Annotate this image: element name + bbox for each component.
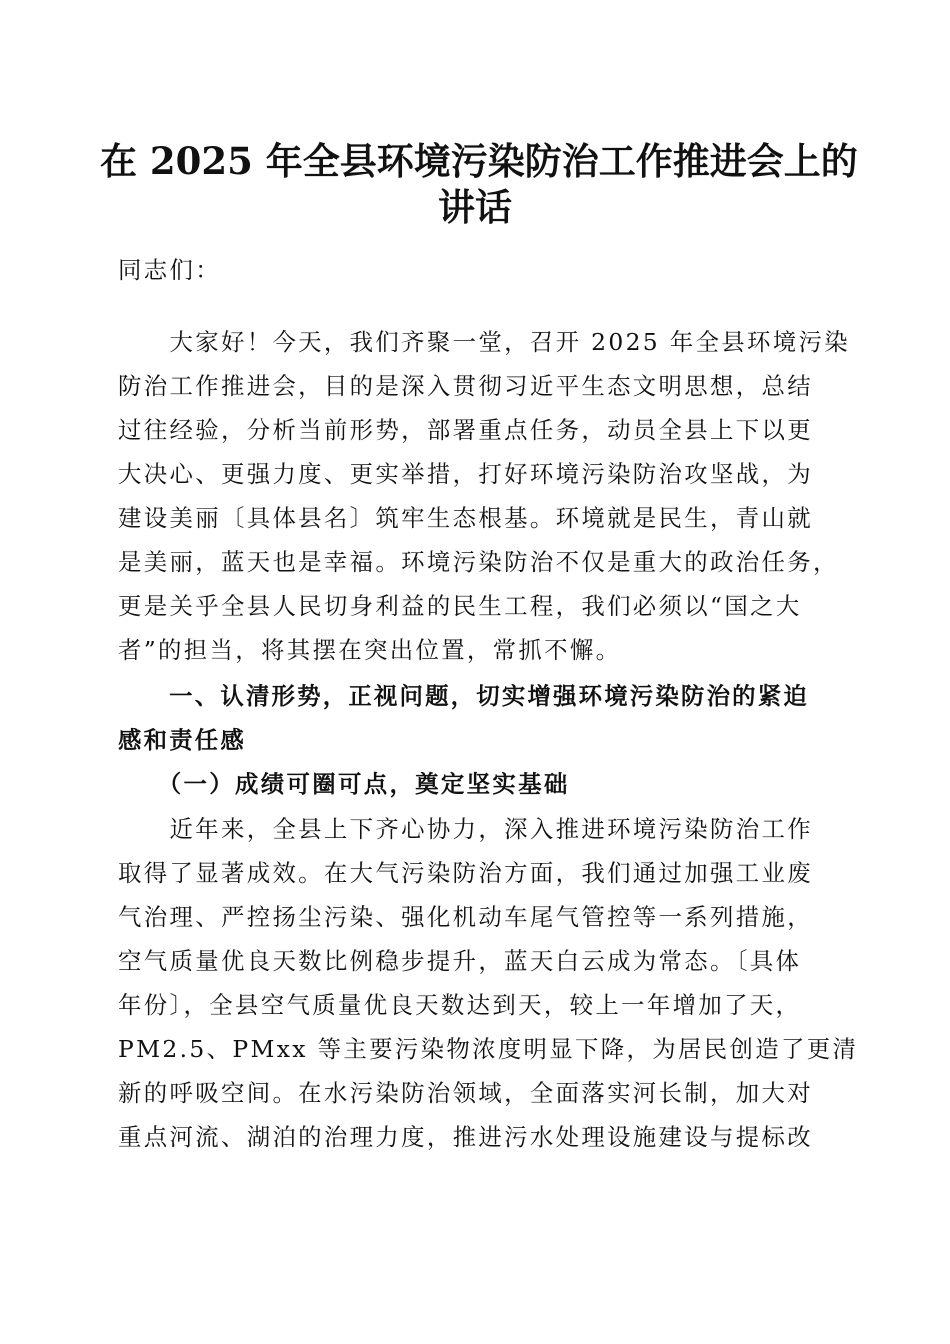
subsection-1-heading: （一）成绩可圈可点，奠定坚实基础 bbox=[118, 770, 570, 798]
intro-paragraph-line: 建设美丽〔具体县名〕筑牢生态根基。环境就是民生，青山就 bbox=[118, 504, 813, 532]
document-title-line-1: 在 2025 年全县环境污染防治工作推进会上的 bbox=[100, 139, 858, 183]
subsection-1-paragraph-line: 新的呼吸空间。在水污染防治领域，全面落实河长制，加大对 bbox=[118, 1079, 813, 1107]
document-title-line-2: 讲话 bbox=[438, 185, 512, 229]
salutation: 同志们： bbox=[118, 256, 221, 284]
intro-paragraph-line: 者”的担当，将其摆在突出位置，常抓不懈。 bbox=[118, 636, 622, 664]
subsection-1-paragraph-line: 空气质量优良天数比例稳步提升，蓝天白云成为常态。〔具体 bbox=[118, 947, 802, 975]
intro-paragraph-line: 防治工作推进会，目的是深入贯彻习近平生态文明思想，总结 bbox=[118, 372, 813, 400]
intro-paragraph-line: 大决心、更强力度、更实举措，打好环境污染防治攻坚战，为 bbox=[118, 460, 813, 488]
subsection-1-paragraph-line: 年份〕，全县空气质量优良天数达到天，较上一年增加了天， bbox=[118, 991, 802, 1019]
intro-paragraph-line: 大家好！今天，我们齐聚一堂，召开 2025 年全县环境污染 bbox=[118, 328, 851, 356]
subsection-1-paragraph-line: 取得了显著成效。在大气污染防治方面，我们通过加强工业废 bbox=[118, 859, 813, 887]
intro-paragraph-line: 过往经验，分析当前形势，部署重点任务，动员全县上下以更 bbox=[118, 416, 813, 444]
section-1-heading-line: 感和责任感 bbox=[118, 726, 246, 754]
subsection-1-paragraph-line: PM2.5、PMxx 等主要污染物浓度明显下降，为居民创造了更清 bbox=[118, 1035, 859, 1063]
intro-paragraph-line: 是美丽，蓝天也是幸福。环境污染防治不仅是重大的政治任务， bbox=[118, 548, 839, 576]
section-1-heading-line: 一、认清形势，正视问题，切实增强环境污染防治的紧迫 bbox=[118, 682, 809, 710]
intro-paragraph-line: 更是关乎全县人民切身利益的民生工程，我们必须以“国之大 bbox=[118, 592, 802, 620]
subsection-1-paragraph-line: 气治理、严控扬尘污染、强化机动车尾气管控等一系列措施， bbox=[118, 903, 813, 931]
subsection-1-paragraph-line: 近年来，全县上下齐心协力，深入推进环境污染防治工作 bbox=[118, 815, 813, 843]
subsection-1-paragraph-line: 重点河流、湖泊的治理力度，推进污水处理设施建设与提标改 bbox=[118, 1123, 813, 1151]
